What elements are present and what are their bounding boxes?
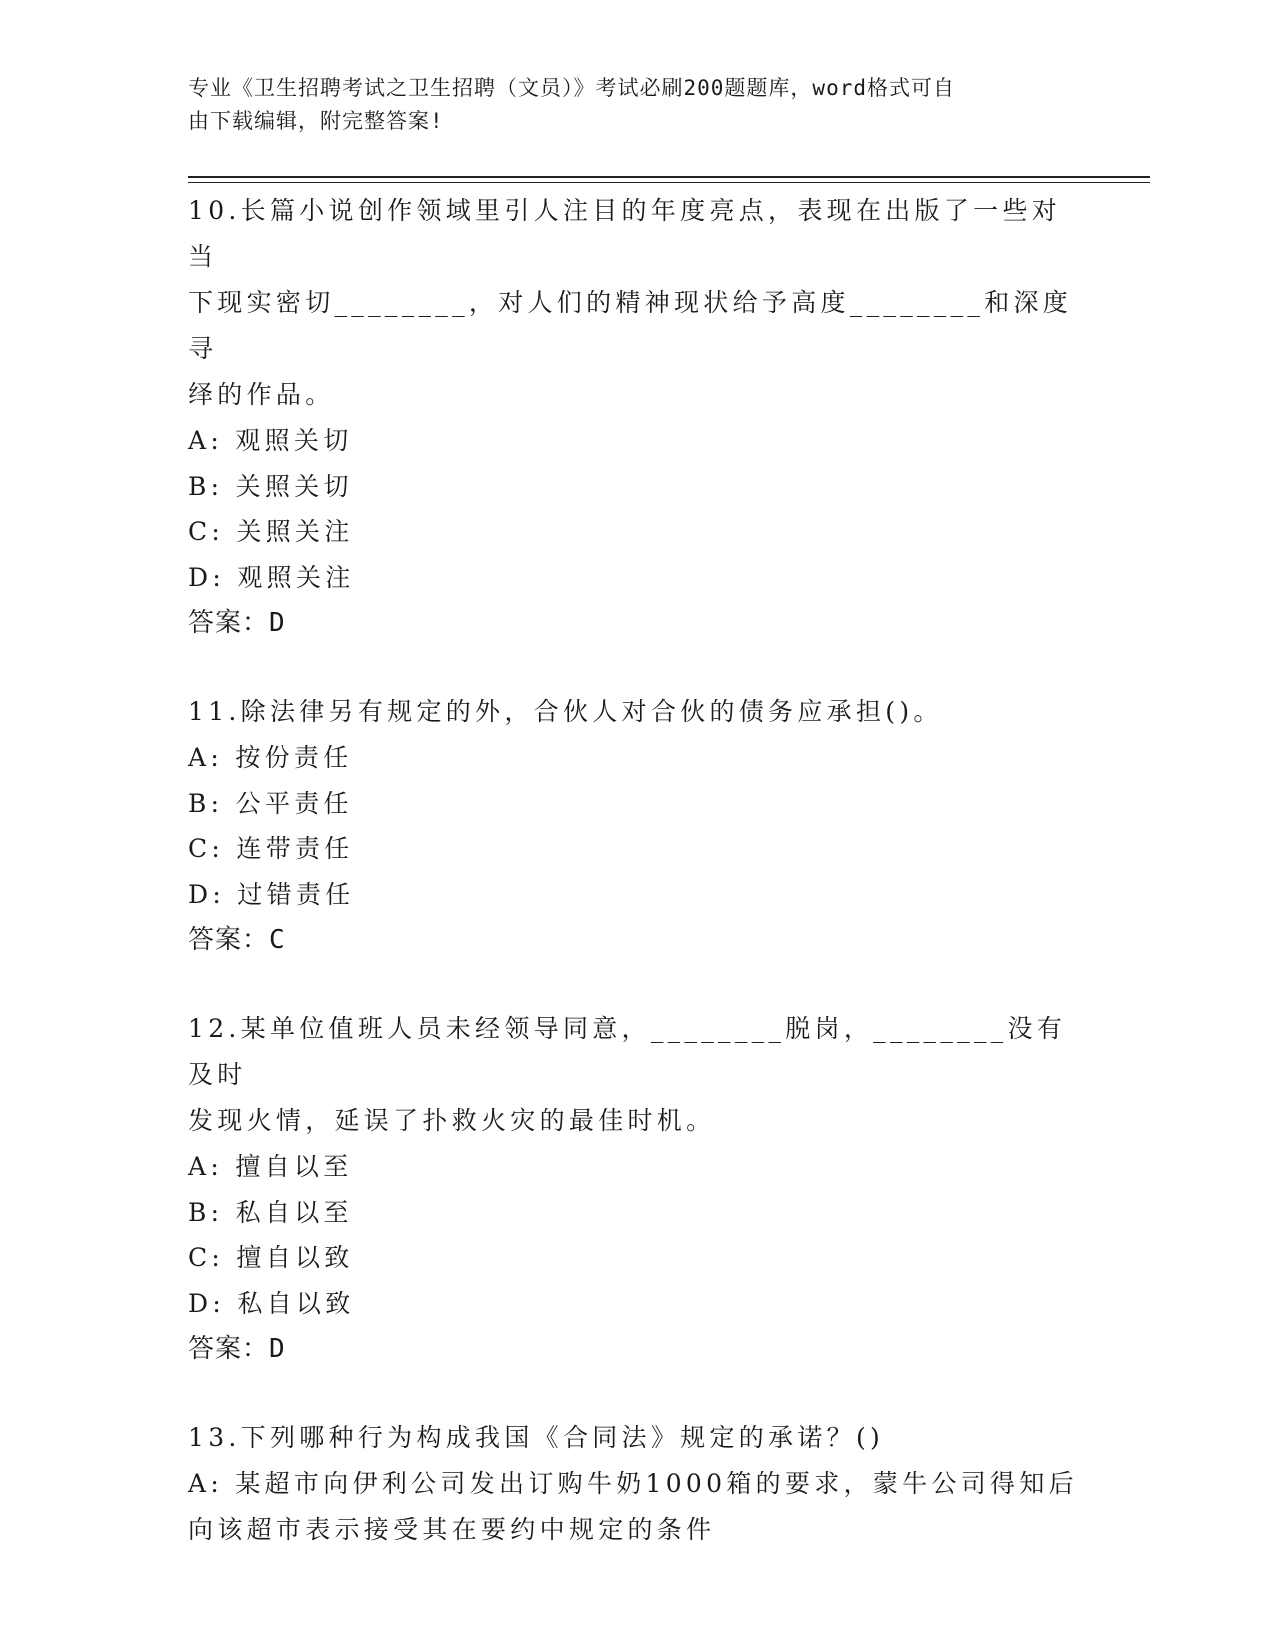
answer: 答案：D	[188, 608, 286, 638]
header-rule-thick	[188, 176, 1150, 178]
option-c: C: 关照关注	[188, 517, 354, 546]
answer: 答案：C	[188, 925, 286, 955]
question-text-line: 发现火情，延误了扑救火灾的最佳时机。	[188, 1106, 716, 1135]
option-a: A: 按份责任	[188, 743, 353, 772]
question-text-line: 10.长篇小说创作领域里引人注目的年度亮点，表现在出版了一些对当	[188, 196, 1062, 271]
option-c: C: 连带责任	[188, 834, 354, 863]
option-a: A: 擅自以至	[188, 1152, 353, 1181]
header-line-1: 专业《卫生招聘考试之卫生招聘（文员）》考试必刷200题题库，word格式可自	[188, 76, 955, 100]
question-12	[188, 1006, 1088, 1372]
option-d: D: 观照关注	[188, 562, 355, 592]
header-line-2: 由下载编辑，附完整答案!	[188, 109, 444, 133]
option-b: B: 私自以至	[188, 1197, 353, 1227]
option-d: D: 私自以致	[188, 1288, 355, 1318]
document-header	[188, 72, 1068, 138]
header-rule-thin	[188, 182, 1150, 183]
option-a: A: 某超市向伊利公司发出订购牛奶1000箱的要求，蒙牛公司得知后	[188, 1469, 1078, 1498]
option-d: D: 过错责任	[188, 879, 355, 909]
question-text-line: 13.下列哪种行为构成我国《合同法》规定的承诺？()	[188, 1423, 885, 1452]
option-b: B: 公平责任	[188, 788, 353, 818]
answer: 答案：D	[188, 1334, 286, 1364]
question-13	[188, 1415, 1088, 1552]
question-text-line: 绎的作品。	[188, 380, 335, 409]
question-text-line: 11.除法律另有规定的外，合伙人对合伙的债务应承担()。	[188, 697, 943, 726]
option-c: C: 擅自以致	[188, 1243, 354, 1272]
question-text-line: 12.某单位值班人员未经领导同意，________脱岗，________没有及时	[188, 1014, 1067, 1089]
question-11	[188, 689, 1088, 963]
question-list	[188, 188, 1088, 1595]
option-a: A: 观照关切	[188, 426, 353, 455]
option-a-continued: 向该超市表示接受其在要约中规定的条件	[188, 1514, 716, 1544]
question-10	[188, 188, 1088, 646]
question-text-line: 下现实密切________，对人们的精神现状给予高度________和深度寻	[188, 288, 1073, 363]
option-b: B: 关照关切	[188, 471, 353, 501]
